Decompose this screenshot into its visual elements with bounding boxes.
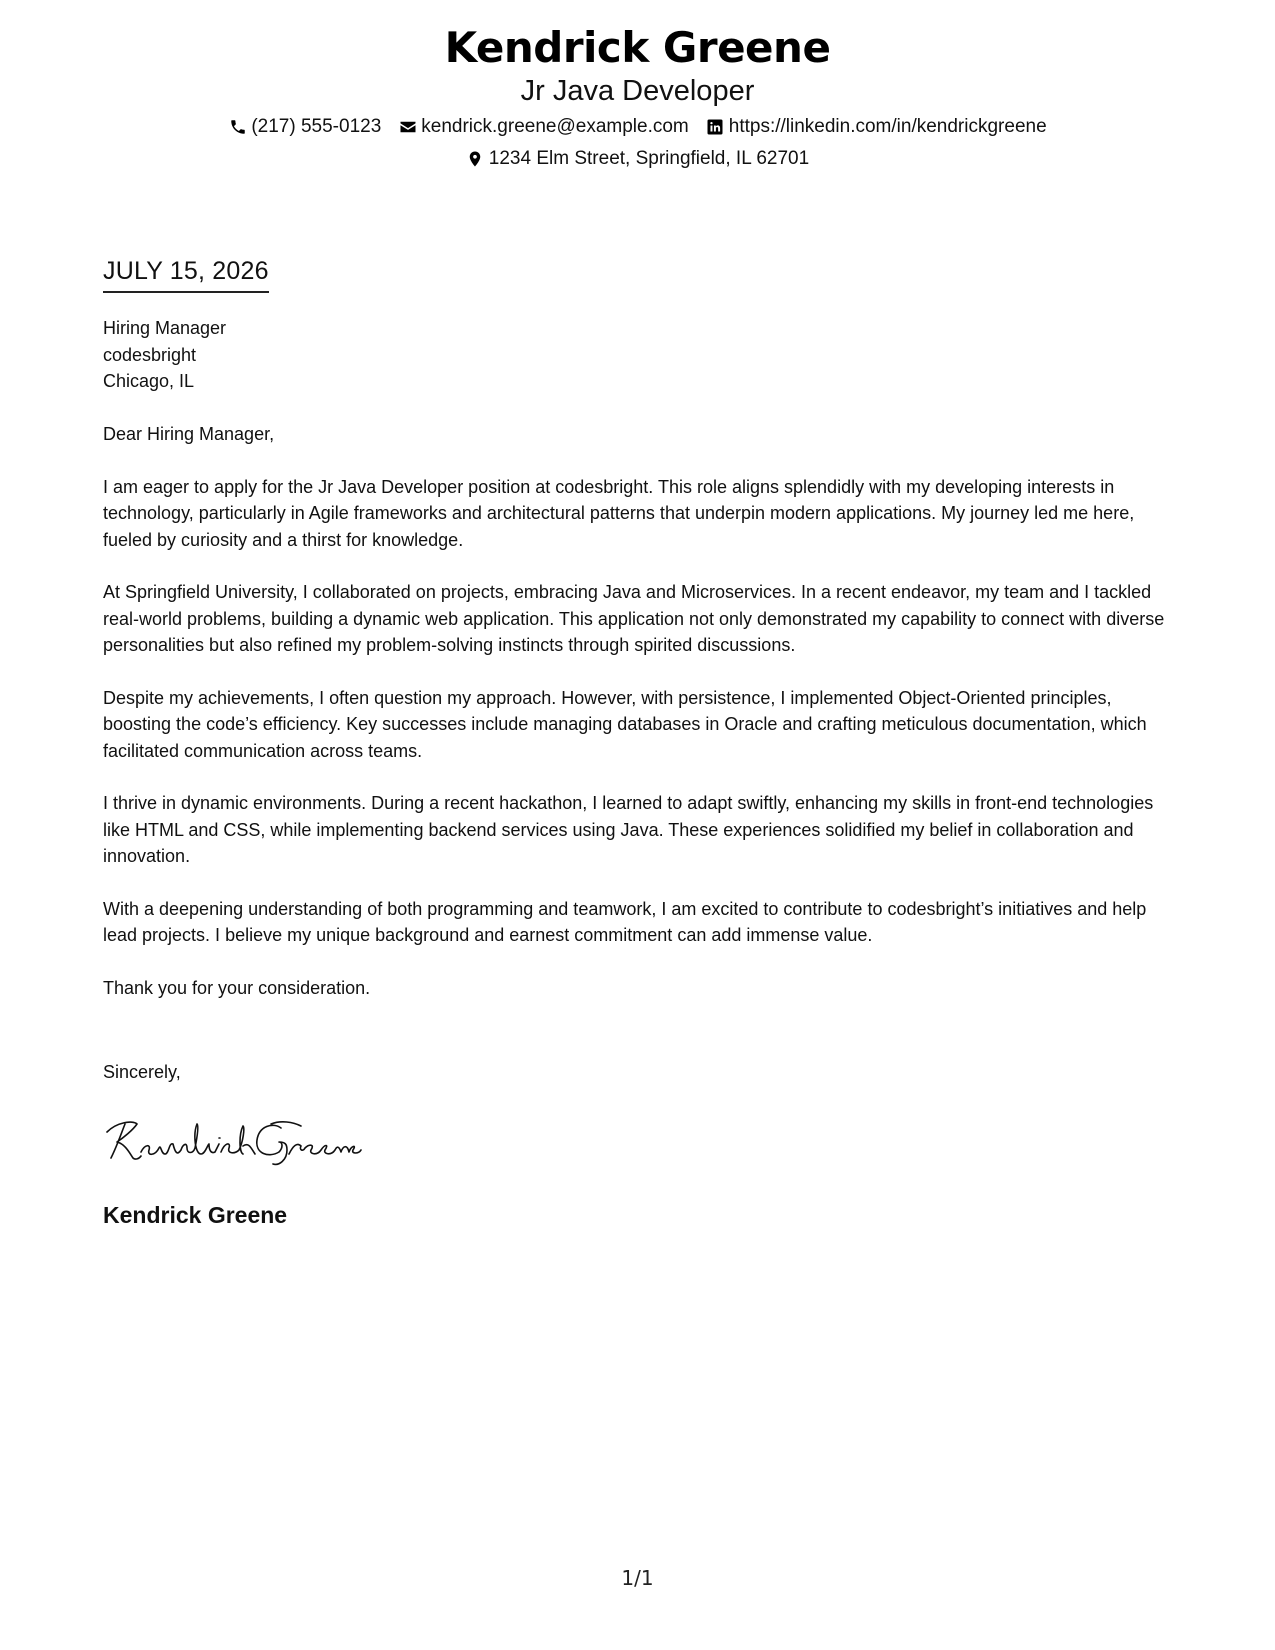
contact-row [0,115,1275,139]
signer-name: Kendrick Greene [103,1202,288,1228]
letter-header [0,22,1275,171]
recipient-location: Chicago, IL [103,371,195,391]
paragraph-thanks: Thank you for your consideration. [103,977,371,998]
page-indicator: 1/1 [621,1566,654,1590]
envelope-icon [398,118,417,137]
paragraph-1: I am eager to apply for the Jr Java Developer position at codesbright. This role aligns splendidly with my developing interests in technology, particularly in Agile frameworks and architectural patterns that underpin modern applications. My journey led me here, fueled by curiosity and a thirst for knowledge. [103,476,1135,550]
contact-phone [228,115,381,139]
email-address[interactable]: kendrick.greene@example.com [421,116,689,137]
phone-number[interactable]: (217) 555-0123 [251,116,382,137]
closing: Sincerely, [103,1062,181,1082]
address-row [0,147,1275,171]
applicant-name: Kendrick Greene [444,23,831,72]
paragraph-2: At Springfield University, I collaborated on projects, embracing Java and Microservices. In a recent endeavor, my team and I tackled real-world problems, building a dynamic web application. This application not only demonstrated my capability to connect with diverse personalities but also refined my problem-solving instincts through spirited discussions. [103,582,1165,655]
letter-date-block [103,255,269,293]
salutation: Dear Hiring Manager, [103,424,275,444]
recipient-company: codesbright [103,344,197,365]
street-address: 1234 Elm Street, Springfield, IL 62701 [488,148,810,169]
linkedin-icon [706,118,725,137]
letter-date: JULY 15, 2026 [103,255,269,293]
map-marker-icon [466,150,485,169]
paragraph-4: I thrive in dynamic environments. During a recent hackathon, I learned to adapt swiftly, enhancing my skills in front-end technologies like HTML and CSS, while implementing backend services using Java. These experiences solidified my belief in collaboration and innovation. [103,793,1154,866]
contact-email [398,115,688,139]
paragraph-5: With a deepening understanding of both programming and teamwork, I am excited to contribute to codesbright’s initiatives and help lead projects. I believe my unique background and earnest commitment can add immense value. [103,898,1147,945]
paragraph-3: Despite my achievements, I often question my approach. However, with persistence, I implemented Object-Oriented principles, boosting the code’s efficiency. Key successes include managing databases in Oracle and crafting meticulous documentation, which facilitated communication across teams. [103,687,1147,761]
contact-linkedin [706,115,1047,139]
linkedin-url[interactable]: https://linkedin.com/in/kendrickgreene [728,116,1047,137]
contact-address [466,147,809,171]
recipient-title: Hiring Manager [103,318,227,338]
job-title: Jr Java Developer [520,75,755,107]
letter-body [103,421,1178,1027]
phone-icon [228,118,247,137]
handwritten-signature [103,1112,363,1168]
recipient-block [103,315,226,395]
